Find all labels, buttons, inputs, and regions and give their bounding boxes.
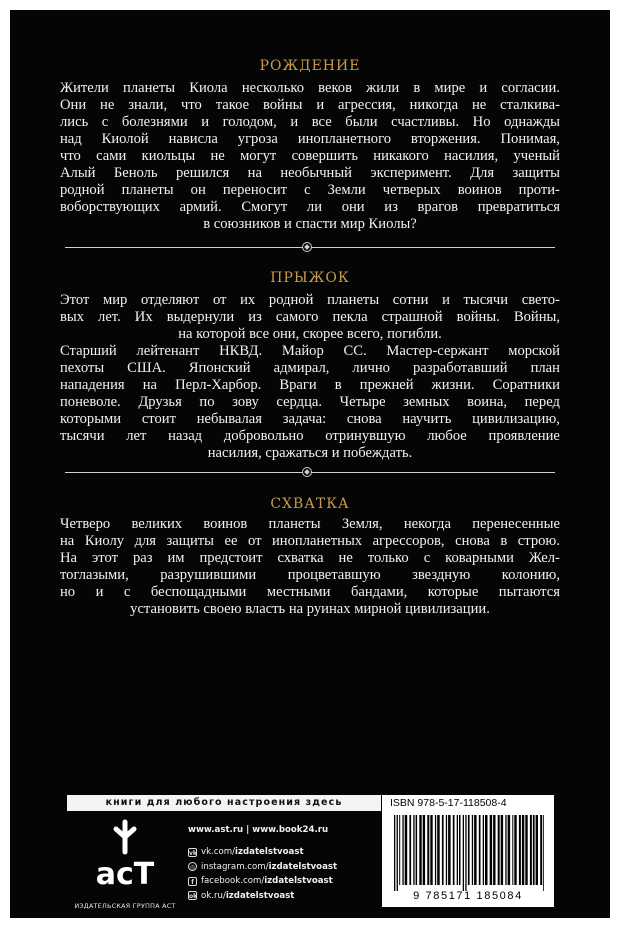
word: необычный bbox=[280, 165, 352, 181]
barcode-bar bbox=[446, 815, 447, 885]
section-title-clash: СХВАТКА bbox=[270, 496, 350, 512]
text-line bbox=[60, 533, 560, 550]
word: раз bbox=[132, 550, 153, 566]
word: вторжения. bbox=[410, 131, 481, 147]
word: Но bbox=[472, 114, 491, 130]
word: страшной bbox=[381, 309, 443, 325]
ast-logo bbox=[80, 818, 170, 892]
word: НКВД. bbox=[219, 343, 263, 359]
social-link-facebook[interactable] bbox=[188, 874, 337, 889]
word: мир bbox=[102, 292, 128, 308]
word: перенесенные bbox=[472, 516, 560, 532]
logo-caption: ИЗДАТЕЛЬСКАЯ ГРУППА АСТ bbox=[74, 903, 176, 910]
word: тысячи bbox=[463, 292, 509, 308]
word: они bbox=[341, 199, 365, 215]
text-line bbox=[60, 148, 560, 165]
text-line bbox=[60, 567, 560, 584]
back-cover bbox=[10, 10, 610, 918]
word: инопланетных bbox=[271, 533, 363, 549]
social-handle: izdatelstvoast bbox=[235, 847, 304, 858]
word: счастливы. bbox=[391, 114, 460, 130]
barcode-bar bbox=[437, 815, 440, 885]
section-text-birth bbox=[60, 80, 560, 233]
barcode-bar bbox=[505, 815, 506, 885]
text-line bbox=[60, 309, 560, 326]
word: план bbox=[530, 360, 560, 376]
section-title-birth: РОЖДЕНИЕ bbox=[259, 58, 361, 74]
word: научить bbox=[402, 411, 452, 427]
word: Майор bbox=[281, 343, 324, 359]
word: и bbox=[201, 114, 210, 130]
social-handle: izdatelstvoast bbox=[225, 890, 295, 901]
word: стоит bbox=[141, 411, 176, 427]
word: не bbox=[338, 550, 353, 566]
barcode-bar bbox=[427, 815, 429, 885]
barcode-bar bbox=[448, 815, 451, 885]
word: выдернули bbox=[166, 309, 235, 325]
word: и bbox=[316, 97, 325, 113]
text-line bbox=[60, 199, 560, 216]
word: Земля, bbox=[341, 516, 383, 532]
word: вых bbox=[60, 309, 84, 325]
word: Четыре bbox=[339, 394, 386, 410]
word: однажды bbox=[504, 114, 560, 130]
text-line bbox=[60, 292, 560, 309]
barcode-bar bbox=[474, 815, 477, 885]
word: прежней bbox=[359, 377, 414, 393]
word: планеты bbox=[268, 516, 321, 532]
word: и bbox=[479, 80, 488, 96]
barcode-bar bbox=[530, 815, 532, 885]
barcode-bar bbox=[435, 815, 436, 885]
text-line bbox=[60, 165, 560, 182]
word: Мастер-сержант bbox=[386, 343, 489, 359]
word: лись bbox=[60, 114, 89, 130]
barcode-bar bbox=[525, 815, 527, 885]
word: с bbox=[423, 550, 431, 566]
social-links bbox=[188, 845, 337, 903]
barcode-bar bbox=[519, 815, 521, 885]
word: лет bbox=[126, 428, 147, 444]
barcode-bar bbox=[514, 815, 516, 885]
barcode-bar bbox=[501, 815, 503, 885]
social-domain: facebook.com/ bbox=[201, 876, 265, 887]
word: голодом, bbox=[222, 114, 277, 130]
word: небывалая bbox=[196, 411, 262, 427]
word: эксперимент. bbox=[370, 165, 452, 181]
social-handle: izdatelstvoast bbox=[264, 876, 333, 887]
word: защиты bbox=[166, 533, 214, 549]
word: разрушившими bbox=[160, 567, 257, 583]
word: самого bbox=[275, 309, 319, 325]
word: Друзья bbox=[138, 394, 182, 410]
word: сотни bbox=[392, 292, 429, 308]
divider-ornament-icon bbox=[302, 242, 312, 252]
word: что bbox=[60, 148, 81, 164]
word: проти- bbox=[518, 182, 560, 198]
word: тоглазыми, bbox=[60, 567, 129, 583]
text-line bbox=[60, 343, 560, 360]
word: воборствующих bbox=[60, 199, 160, 215]
word: Этот bbox=[60, 292, 90, 308]
barcode-bar bbox=[430, 815, 432, 885]
word: войны. bbox=[456, 309, 500, 325]
word: проявление bbox=[488, 428, 560, 444]
word: перед bbox=[524, 394, 560, 410]
word: планеты bbox=[121, 182, 174, 198]
word: киольцы bbox=[141, 148, 196, 164]
word: такое bbox=[215, 97, 250, 113]
isbn-label: ISBN 978-5-17-118508-4 bbox=[390, 797, 507, 809]
word: с bbox=[101, 114, 109, 130]
barcode-image bbox=[392, 815, 544, 891]
barcode-bar bbox=[508, 815, 511, 885]
word: врагов bbox=[417, 199, 459, 215]
websites-link[interactable]: www.ast.ru | www.book24.ru bbox=[188, 825, 329, 835]
word: воина, bbox=[467, 394, 508, 410]
word: Соратники bbox=[492, 377, 560, 393]
word: Старший bbox=[60, 343, 117, 359]
word: великих bbox=[131, 516, 183, 532]
text-line bbox=[60, 428, 560, 445]
barcode-bar bbox=[536, 815, 538, 885]
social-domain: vk.com/ bbox=[201, 847, 236, 858]
word: пекла bbox=[332, 309, 368, 325]
word: с bbox=[304, 182, 311, 198]
word: Беноль bbox=[113, 165, 158, 181]
barcode-bar bbox=[512, 815, 513, 885]
barcode-bar bbox=[453, 815, 455, 885]
social-domain: ok.ru/ bbox=[201, 890, 226, 901]
word: планеты bbox=[327, 292, 380, 308]
word: все bbox=[311, 114, 332, 130]
word: Четверо bbox=[60, 516, 111, 532]
barcode-bar bbox=[397, 815, 398, 891]
barcode-bar bbox=[419, 815, 421, 885]
word: переносит bbox=[222, 182, 288, 198]
word: задача: bbox=[282, 411, 327, 427]
word: агрессия, bbox=[338, 97, 396, 113]
word: Они bbox=[60, 97, 87, 113]
word: агрессоров, bbox=[372, 533, 445, 549]
word: родной bbox=[268, 292, 314, 308]
word: предстоит bbox=[199, 550, 263, 566]
word: согласии. bbox=[501, 80, 560, 96]
barcode-bar bbox=[498, 815, 500, 885]
divider-ornament-icon bbox=[302, 467, 312, 477]
word: знали, bbox=[128, 97, 168, 113]
word: инопланетного bbox=[297, 131, 391, 147]
logo-text: acT bbox=[95, 857, 155, 892]
barcode-bar bbox=[442, 815, 444, 885]
word: насилия, bbox=[444, 148, 499, 164]
word: строю. bbox=[517, 533, 560, 549]
text-line bbox=[60, 394, 560, 411]
word: процветавшую bbox=[287, 567, 381, 583]
word: четверых bbox=[382, 182, 441, 198]
text-line bbox=[60, 97, 560, 114]
text-line bbox=[60, 377, 560, 394]
word: на bbox=[142, 377, 157, 393]
word: Киолу bbox=[84, 533, 125, 549]
word: никакого bbox=[373, 148, 429, 164]
word: с bbox=[123, 584, 131, 600]
word: на bbox=[247, 165, 262, 181]
barcode-bar bbox=[459, 815, 461, 885]
word: никогда bbox=[409, 97, 459, 113]
barcode-bar bbox=[416, 815, 418, 885]
word: жили bbox=[366, 80, 400, 96]
word: коварными bbox=[445, 550, 514, 566]
word: назад bbox=[168, 428, 203, 444]
word: которыми bbox=[60, 411, 122, 427]
word: Японский bbox=[188, 360, 251, 376]
word: которые bbox=[427, 584, 479, 600]
barcode-digits: 9 785171 185084 bbox=[413, 890, 523, 902]
word: снова bbox=[346, 411, 382, 427]
word: из bbox=[384, 199, 398, 215]
word: от bbox=[212, 292, 227, 308]
word: некогда bbox=[403, 516, 451, 532]
word: сталкива- bbox=[500, 97, 560, 113]
word: беспощадными bbox=[150, 584, 247, 600]
publisher-links bbox=[188, 825, 337, 903]
word: мире bbox=[434, 80, 466, 96]
word: Их bbox=[134, 309, 153, 325]
word: Для bbox=[470, 165, 495, 181]
text-line bbox=[60, 360, 560, 377]
word: ли bbox=[306, 199, 323, 215]
social-link-vk[interactable] bbox=[188, 845, 337, 860]
barcode-bar bbox=[457, 815, 458, 885]
word: лет. bbox=[98, 309, 121, 325]
barcode-bar bbox=[394, 815, 395, 891]
word: не bbox=[210, 148, 225, 164]
word: СС. bbox=[343, 343, 367, 359]
word: на bbox=[60, 533, 75, 549]
word: добровольно bbox=[223, 428, 304, 444]
facebook-icon: f bbox=[188, 877, 197, 886]
barcode-panel bbox=[382, 795, 554, 907]
word: в bbox=[500, 533, 508, 549]
word: местными bbox=[266, 584, 331, 600]
text-line bbox=[60, 584, 560, 601]
word: Перл-Харбор. bbox=[175, 377, 262, 393]
word: поневоле. bbox=[60, 394, 121, 410]
word: разработавший bbox=[412, 360, 508, 376]
word: болезнями bbox=[121, 114, 188, 130]
word: несколько bbox=[241, 80, 304, 96]
word: совершить bbox=[291, 148, 358, 164]
barcode-bar bbox=[472, 815, 473, 885]
barcode-bar bbox=[423, 815, 425, 885]
word: Понимая, bbox=[500, 131, 560, 147]
word: зову bbox=[232, 394, 259, 410]
word: отделяют bbox=[141, 292, 200, 308]
text-line: установить своею власть на руинах мирной цивилизации. bbox=[130, 601, 490, 617]
barcode-bar bbox=[533, 815, 535, 885]
word: схватка bbox=[277, 550, 324, 566]
word: лейтенант bbox=[136, 343, 200, 359]
barcode-bar bbox=[399, 815, 400, 885]
word: этот bbox=[92, 550, 118, 566]
barcode-bar bbox=[468, 815, 470, 885]
word: и bbox=[290, 114, 299, 130]
word: ученый bbox=[513, 148, 560, 164]
word: и bbox=[442, 292, 450, 308]
word: колонию, bbox=[501, 567, 560, 583]
barcode-bar bbox=[463, 815, 464, 891]
word: только bbox=[367, 550, 409, 566]
word: могут bbox=[240, 148, 277, 164]
word: решился bbox=[175, 165, 230, 181]
text-line: в союзников и спасти мир Киолы? bbox=[203, 216, 417, 232]
barcode-bar bbox=[402, 815, 403, 885]
text-line: насилия, сражаться и побеждать. bbox=[207, 445, 413, 461]
text-line bbox=[60, 131, 560, 148]
word: но bbox=[60, 584, 76, 600]
word: бандами, bbox=[350, 584, 408, 600]
word: морской bbox=[508, 343, 560, 359]
word: любое bbox=[427, 428, 467, 444]
word: воинов bbox=[457, 182, 502, 198]
text-line bbox=[60, 114, 560, 131]
word: земных bbox=[403, 394, 450, 410]
word: нависла bbox=[168, 131, 218, 147]
word: по bbox=[199, 394, 215, 410]
word: в bbox=[334, 377, 342, 393]
word: Земли bbox=[327, 182, 366, 198]
word: пехоты bbox=[60, 360, 105, 376]
instagram-icon: ◎ bbox=[189, 864, 196, 872]
word: в bbox=[413, 80, 421, 96]
word: не bbox=[471, 97, 487, 113]
text-line bbox=[60, 80, 560, 97]
word: защиты bbox=[512, 165, 560, 181]
section-text-clash bbox=[60, 516, 560, 618]
word: сами bbox=[96, 148, 127, 164]
word: Жители bbox=[60, 80, 109, 96]
word: жизни. bbox=[431, 377, 475, 393]
word: угроза bbox=[237, 131, 278, 147]
word: свето- bbox=[521, 292, 560, 308]
odnoklassniki-icon: ok bbox=[189, 893, 198, 901]
word: снова bbox=[455, 533, 490, 549]
word: армий. bbox=[179, 199, 222, 215]
barcode-bar bbox=[543, 815, 544, 891]
word: адмирал, bbox=[273, 360, 330, 376]
word: ее bbox=[224, 533, 238, 549]
barcode-bar bbox=[409, 815, 411, 885]
word: Алый bbox=[60, 165, 96, 181]
barcode-bar bbox=[540, 815, 542, 885]
text-line bbox=[60, 182, 560, 199]
text-line bbox=[60, 516, 560, 533]
word: сердца. bbox=[276, 394, 323, 410]
word: пытаются bbox=[498, 584, 560, 600]
word: войны bbox=[262, 97, 303, 113]
word: воинов bbox=[203, 516, 248, 532]
word: Смогут bbox=[241, 199, 288, 215]
tagline: книги для любого настроения здесь bbox=[67, 795, 381, 811]
social-domain: instagram.com/ bbox=[201, 861, 269, 872]
word: звездную bbox=[412, 567, 471, 583]
barcode-bar bbox=[405, 815, 408, 885]
text-line bbox=[60, 411, 560, 428]
word: планеты bbox=[123, 80, 176, 96]
social-link-instagram[interactable] bbox=[188, 860, 337, 875]
word: были bbox=[345, 114, 378, 130]
word: Враги bbox=[279, 377, 317, 393]
section-title-jump: ПРЫЖОК bbox=[270, 270, 350, 286]
word: над bbox=[60, 131, 82, 147]
text-line bbox=[60, 550, 560, 567]
word: цивилизацию, bbox=[472, 411, 560, 427]
barcode-bar bbox=[493, 815, 495, 885]
word: их bbox=[240, 292, 256, 308]
word: Киолой bbox=[101, 131, 149, 147]
vk-icon: vk bbox=[189, 849, 197, 857]
barcode-bar bbox=[522, 815, 524, 885]
word: Киола bbox=[189, 80, 228, 96]
social-handle: izdatelstvoast bbox=[268, 861, 338, 872]
barcode-bar bbox=[483, 815, 484, 885]
word: превратиться bbox=[477, 199, 560, 215]
word: не bbox=[100, 97, 115, 113]
barcode-bar bbox=[485, 815, 488, 885]
word: от bbox=[247, 533, 262, 549]
word: Жел- bbox=[528, 550, 560, 566]
word: тысячи bbox=[60, 428, 105, 444]
word: родной bbox=[60, 182, 105, 198]
word: и bbox=[95, 584, 104, 600]
word: отринувшую bbox=[325, 428, 406, 444]
social-link-odnoklassniki[interactable] bbox=[188, 889, 337, 904]
word: что bbox=[181, 97, 202, 113]
word: нападения bbox=[60, 377, 125, 393]
word: США. bbox=[127, 360, 166, 376]
word: для bbox=[134, 533, 156, 549]
barcode-bar bbox=[465, 815, 466, 891]
word: им bbox=[167, 550, 185, 566]
section-text-jump bbox=[60, 292, 560, 462]
word: лично bbox=[352, 360, 390, 376]
text-line: на которой все они, скорее всего, погибли. bbox=[178, 326, 442, 342]
word: Войны, bbox=[513, 309, 560, 325]
word: он bbox=[190, 182, 206, 198]
barcode-bar bbox=[490, 815, 492, 885]
barcode-bar bbox=[479, 815, 481, 885]
word: веков bbox=[318, 80, 352, 96]
word: из bbox=[248, 309, 262, 325]
word: На bbox=[60, 550, 78, 566]
barcode-bar bbox=[413, 815, 414, 885]
